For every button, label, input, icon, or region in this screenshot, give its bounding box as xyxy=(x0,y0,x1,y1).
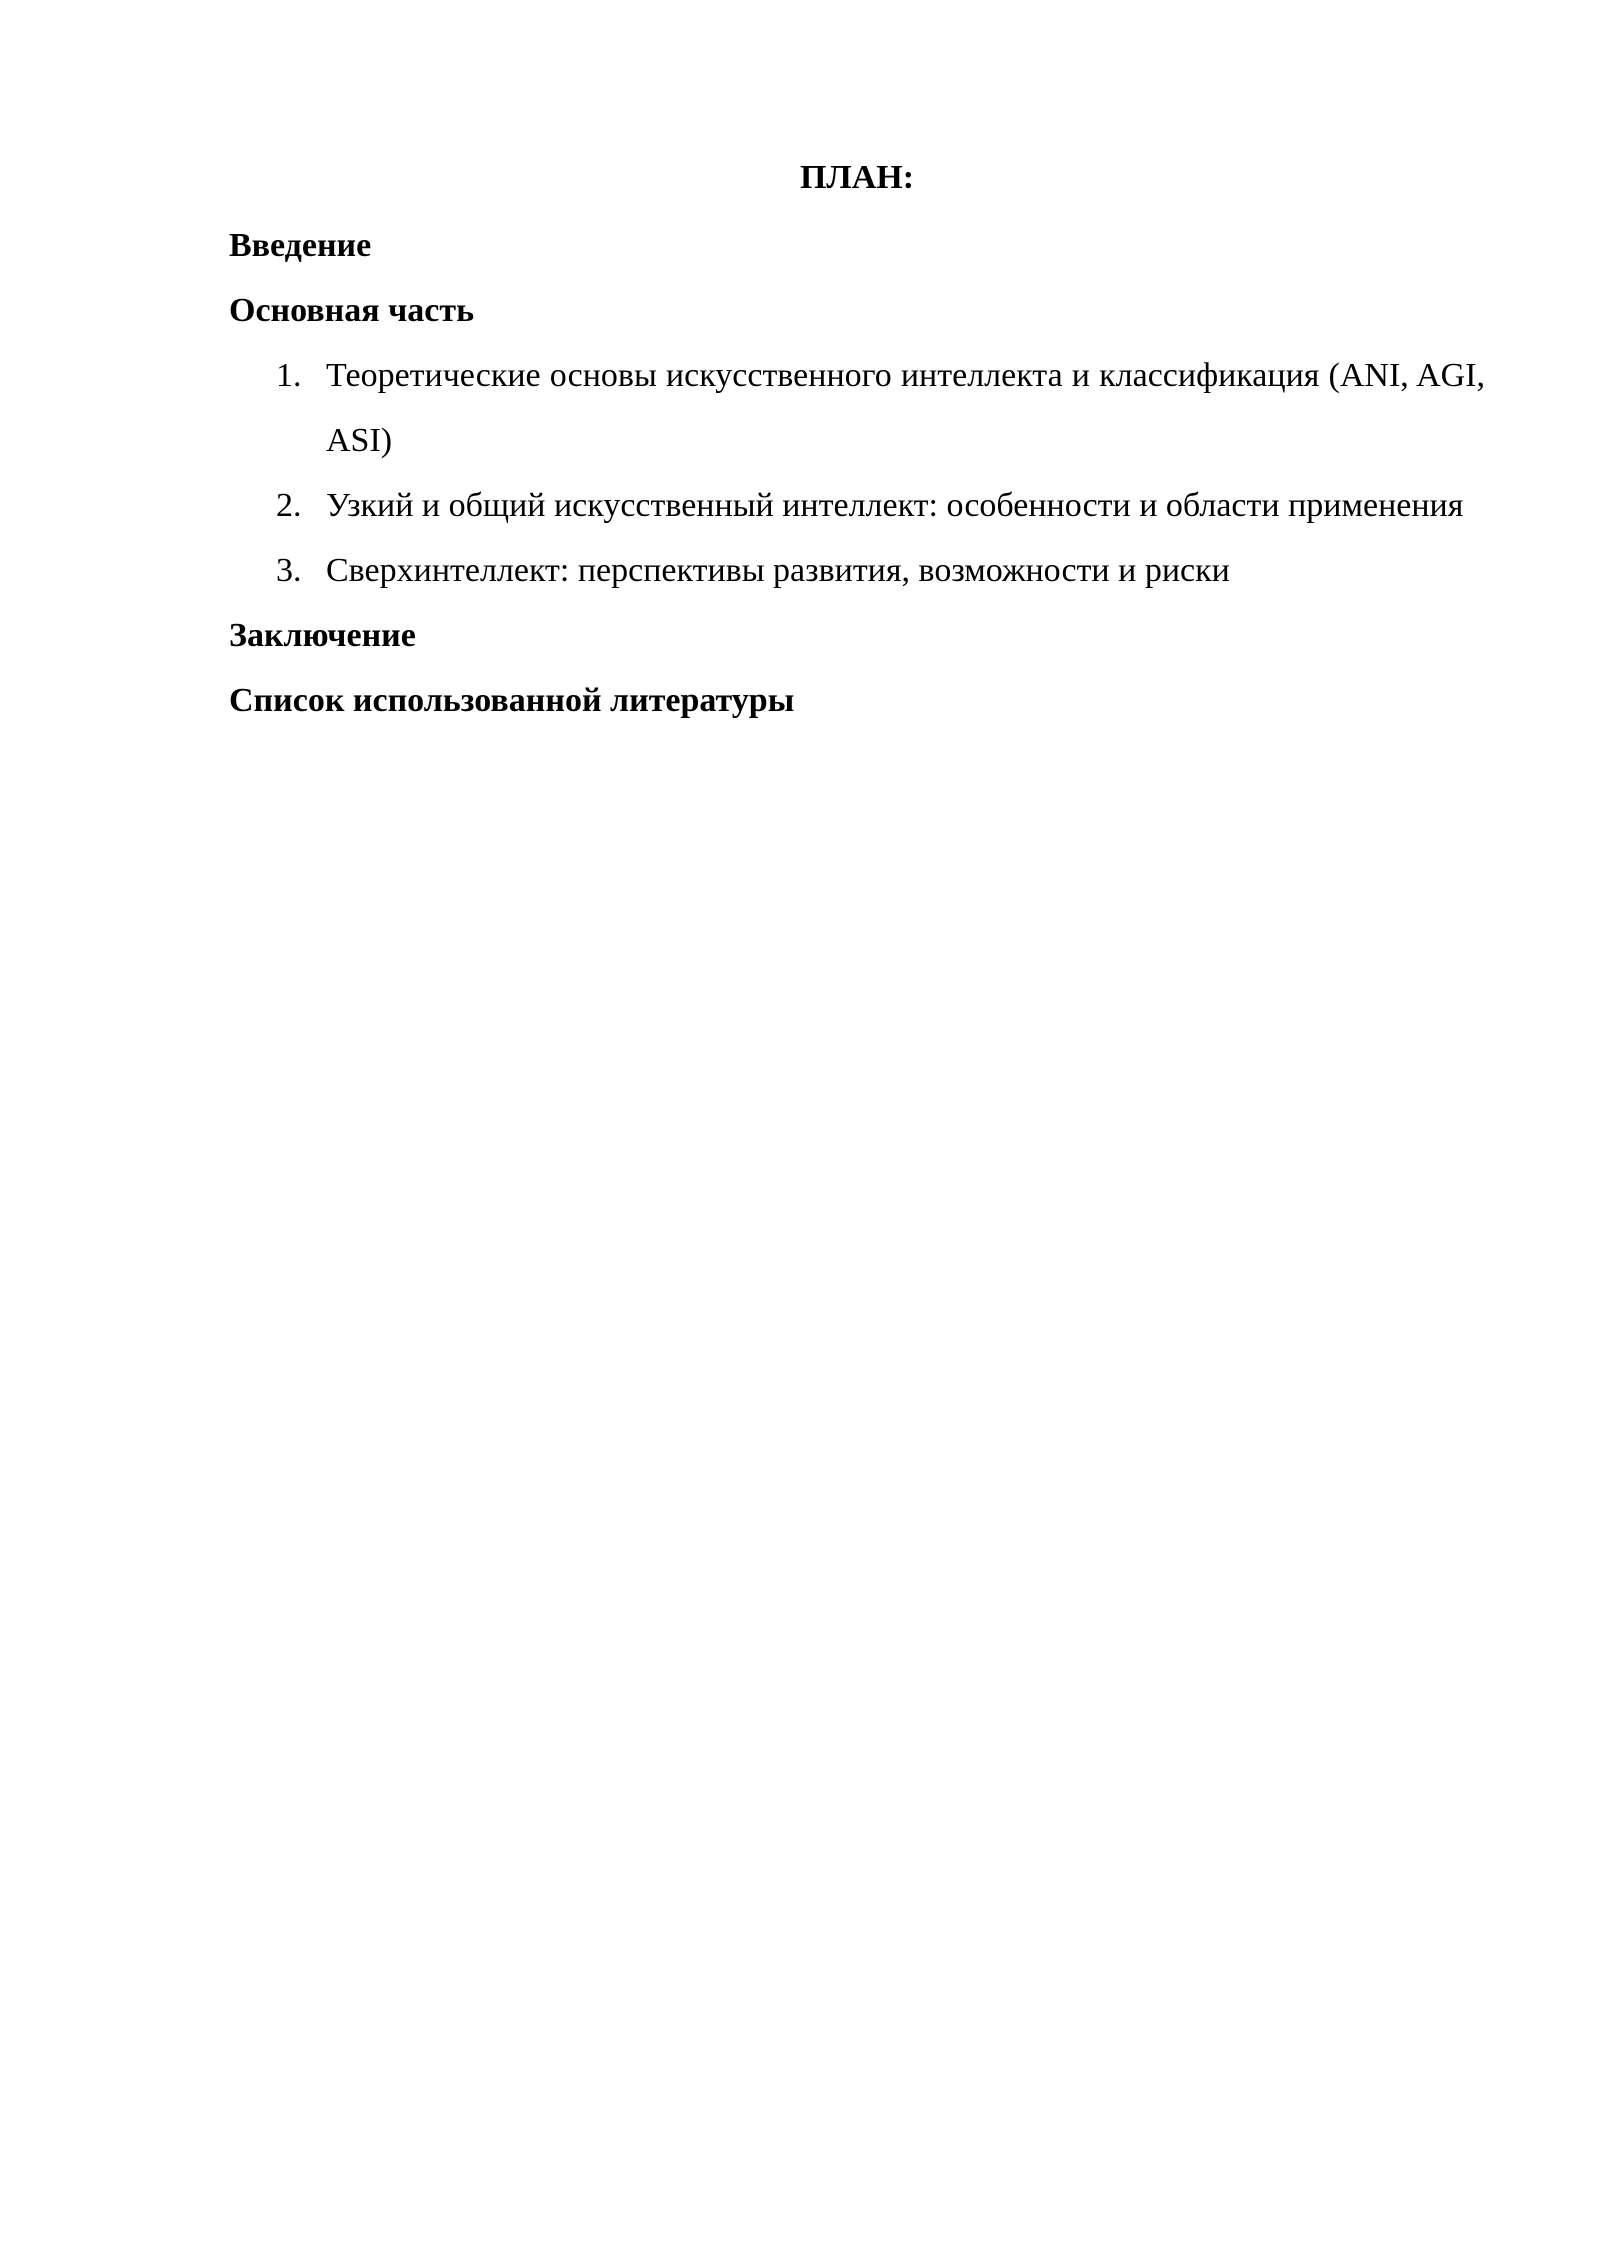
main-part-list xyxy=(229,343,1485,603)
list-item-number: 1. xyxy=(276,357,302,394)
page-title: ПЛАН: xyxy=(799,159,915,196)
document-content xyxy=(229,148,1485,733)
list-item xyxy=(229,538,1485,603)
list-item-text: Узкий и общий искусственный интеллект: особенности и области применения xyxy=(326,487,1464,524)
list-item xyxy=(229,343,1485,473)
list-item-text: Сверхинтеллект: перспективы развития, возможности и риски xyxy=(326,552,1230,589)
list-item xyxy=(229,473,1485,538)
heading-references: Список использованной литературы xyxy=(229,682,795,719)
heading-introduction: Введение xyxy=(229,227,372,264)
heading-main-part: Основная часть xyxy=(229,292,475,329)
list-item-text: Теоретические основы искусственного интеллекта и классификация (ANI, AGI, ASI) xyxy=(326,357,1485,459)
list-item-number: 3. xyxy=(276,552,302,589)
heading-conclusion: Заключение xyxy=(229,617,416,654)
list-item-number: 2. xyxy=(276,487,302,524)
